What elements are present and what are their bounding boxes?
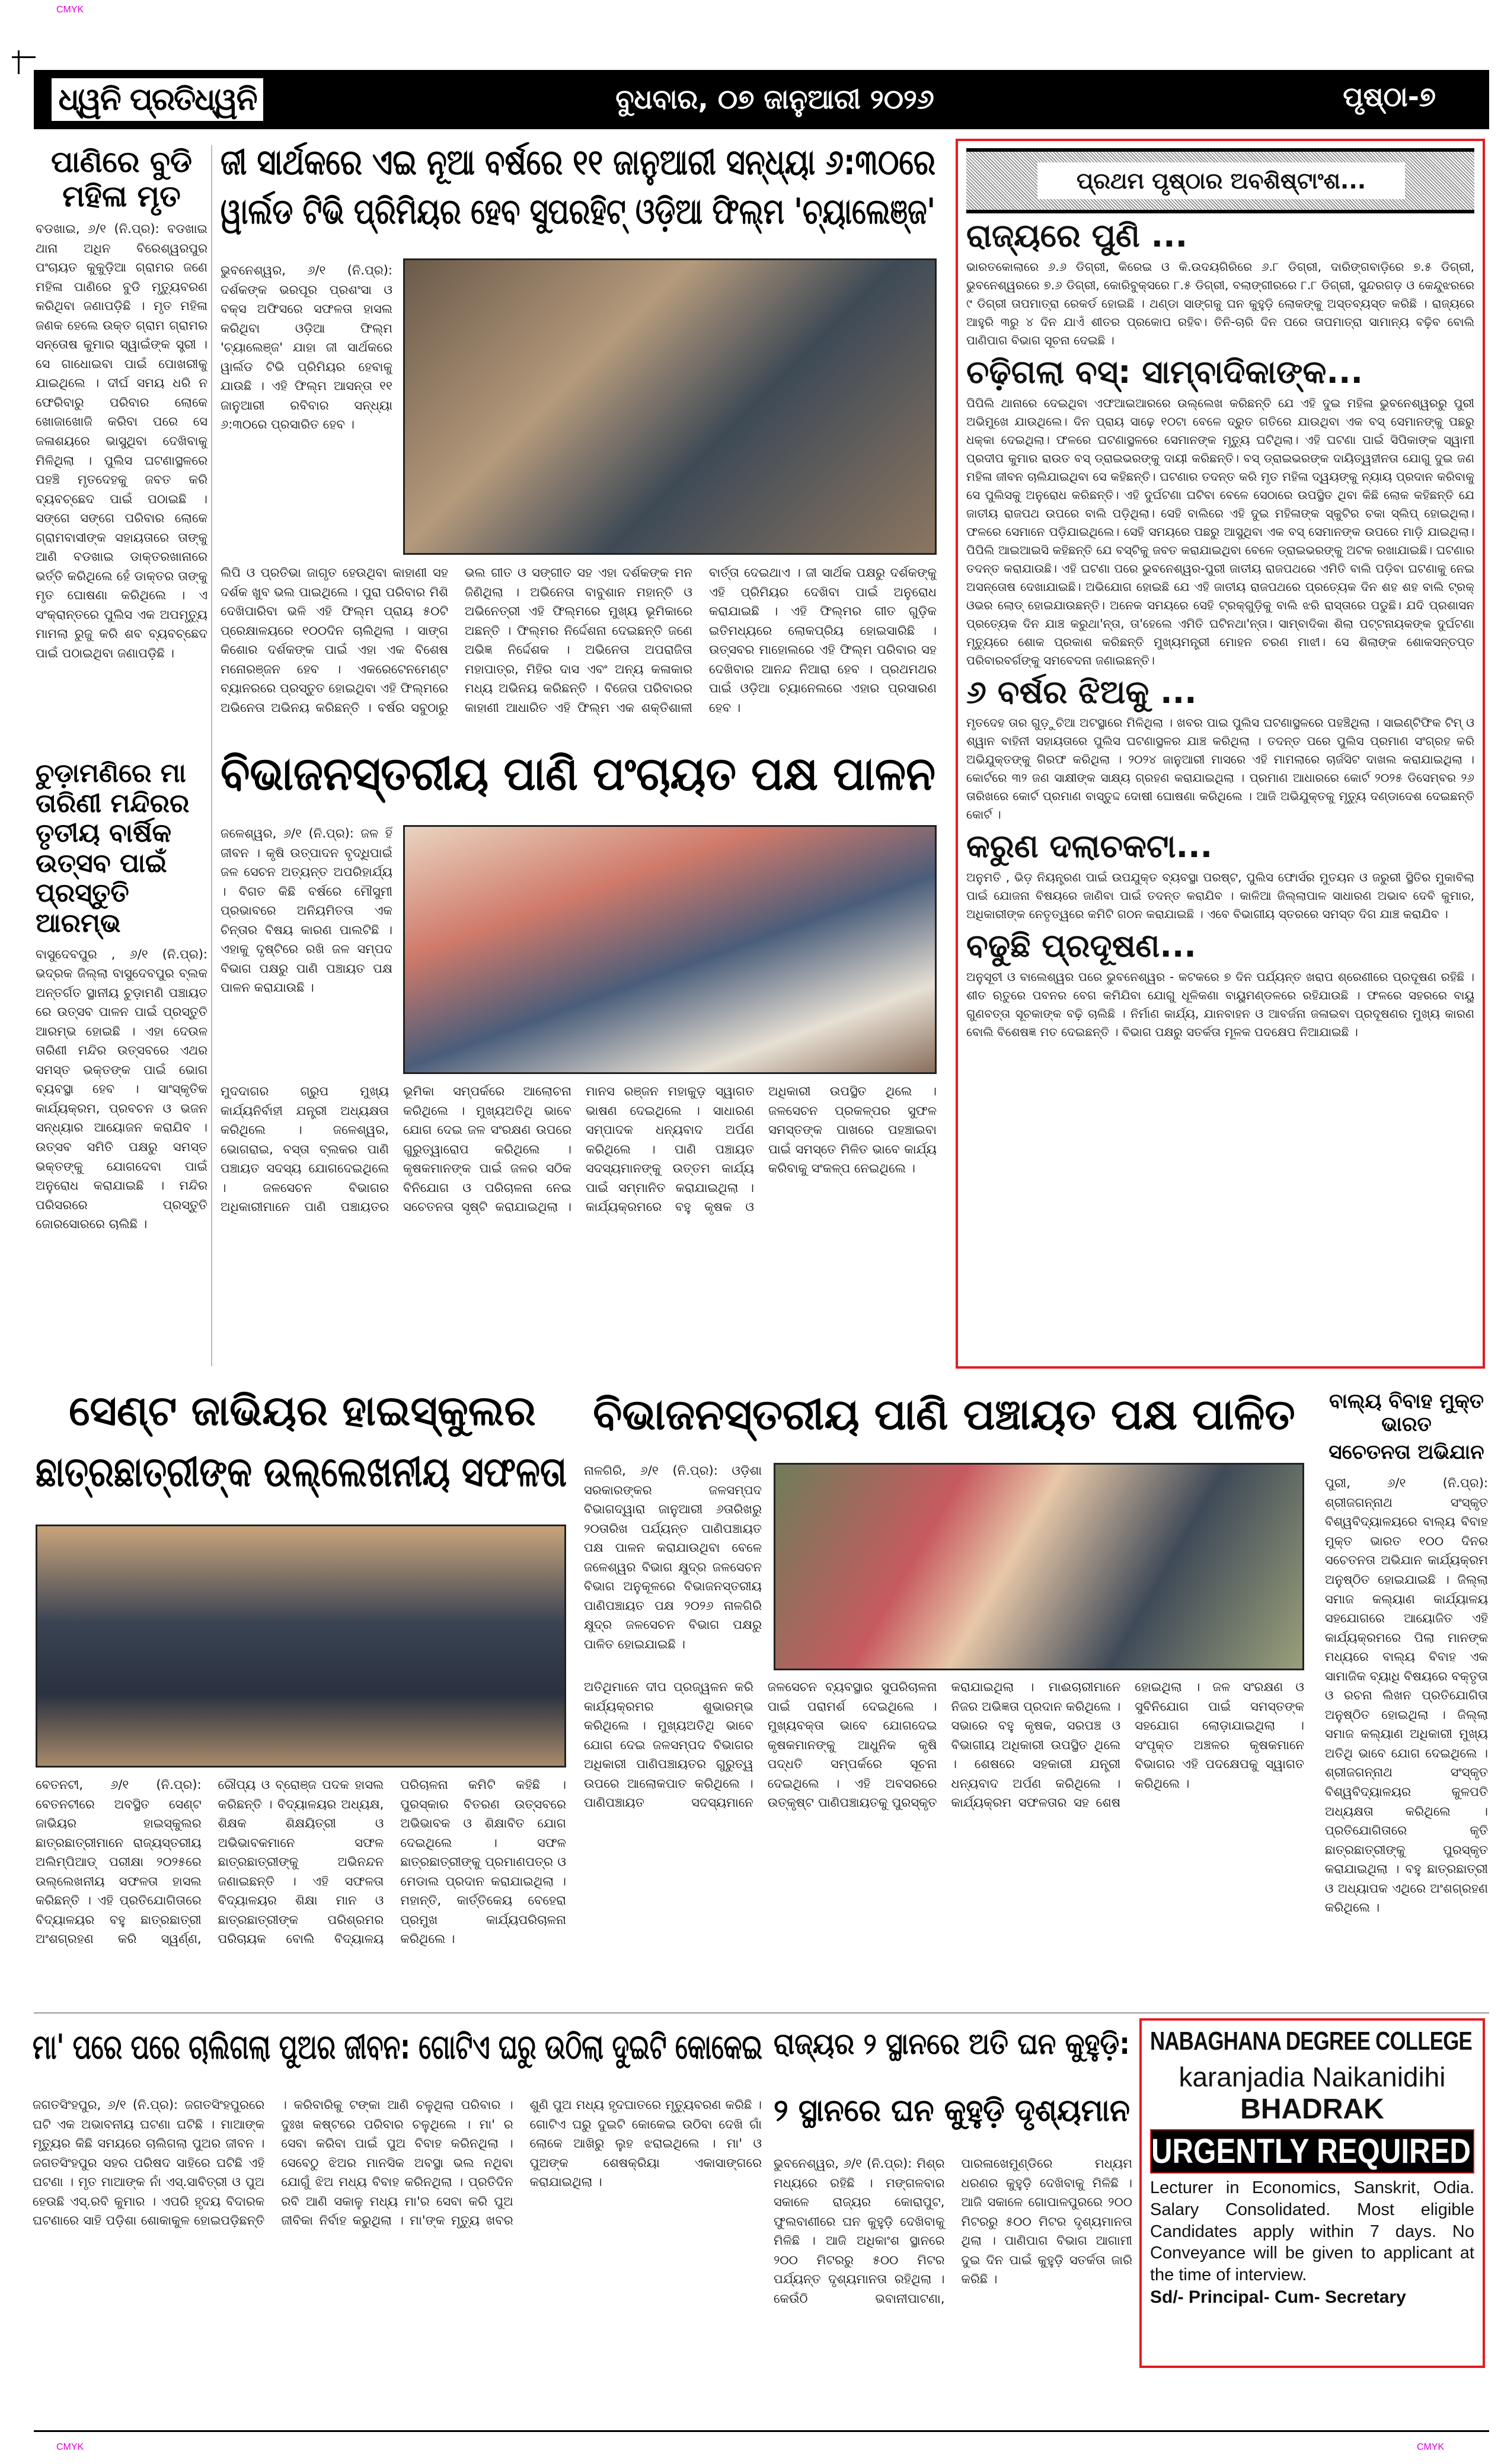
article-body: ପୁରୀ, ୬/୧ (ନି.ପ୍ର): ଶ୍ରୀଜଗନ୍ନାଥ ସଂସ୍କୃତ ବିଶ୍ୱବିଦ୍ୟାଳୟରେ ବାଲ୍ୟ ବିବାହ ମୁକ୍ତ ଭାରତ ୧୦୦ ଦିନର ସଚେତନତା ଅଭିଯାନ କାର୍ଯ୍ୟକ୍ରମ ଅନୁଷ୍ଠିତ ହୋଇଯାଇଛି । ଜିଲ୍ଲା ସମାଜ କଲ୍ୟାଣ କାର୍ଯ୍ୟାଳୟ ସହଯୋଗରେ ଆୟୋଜିତ ଏହି କାର୍ଯ୍ୟକ୍ରମରେ ପିଲା ମାନଙ୍କ ମଧ୍ୟରେ ବାଲ୍ୟ ବିବାହ ଏକ ସାମାଜିକ ବ୍ୟାଧି ବିଷୟରେ ବକ୍ତୃତା ଓ ରଚନା ଲିଖନ ପ୍ରତିଯୋଗିତା ଅନୁଷ୍ଠିତ ହୋଇଥିଲା । ଜିଲ୍ଲା ସମାଜ କଲ୍ୟାଣ ଅଧିକାରୀ ମୁଖ୍ୟ ଅତିଥି ଭାବେ ଯୋଗ ଦେଇଥିଲେ । ଶ୍ରୀଜଗନ୍ନାଥ ସଂସ୍କୃତ ବିଶ୍ୱବିଦ୍ୟାଳୟର କୁଳପତି ଅଧ୍ୟକ୍ଷତା କରିଥିଲେ । ପ୍ରତିଯୋଗିତାରେ କୃତି ଛାତ୍ରଛାତ୍ରୀଙ୍କୁ ପୁରସ୍କୃତ କରାଯାଇଥିଲା । ବହୁ ଛାତ୍ରଛାତ୍ରୀ ଓ ଅଧ୍ୟାପକ ଏଥିରେ ଅଂଶଗ୍ରହଣ କରିଥିଲେ ।: [1325, 1476, 1488, 1915]
continuation-body: ପିପିଲି ଥାନାରେ ଦେଇଥିବା ଏଫଆଇଆରରେ ଉଲ୍ଲେଖ କରିଛନ୍ତି ଯେ ଏହି ଦୁଇ ମହିଳା ଭୁବନେଶ୍ୱରରୁ ପୁରୀ ଅଭିମୁଖେ ଯାଉଥିଲେ। ଦିନ ପ୍ରାୟ ସାଢ଼େ ୧୦ଟା ବେଳେ ଦ୍ରୁତ ଗତିରେ ଯାଉଥିବା ଏକ ବସ୍ ସେମାନଙ୍କୁ ପଛରୁ ଧକ୍କା ଦେଇଥିଲା। ଫଳରେ ଘଟଣାସ୍ଥଳରେ ସେମାନଙ୍କ ମୃତ୍ୟୁ ଘଟିଥିଲା। ଏହି ଘଟଣା ପାଇଁ ସିପିକାଙ୍କ ସ୍ୱାମୀ ପ୍ରଦୀପ କୁମାର ରାଉତ ବସ୍ ଡ୍ରାଇଭରଙ୍କୁ ଦାୟୀ କରିଛନ୍ତି। ବସ୍ ଡ୍ରାଇଭରଙ୍କ ଦାୟିତ୍ୱହୀନତା ଯୋଗୁ ଦୁଇ ଜଣ ମହିଳା ଜୀବନ ଚାଲିଯାଇଥିବା ସେ କହିଛନ୍ତି। ଘଟଣାର ତଦନ୍ତ କରି ମୃତ ମହିଳା ଦ୍ୱୟଙ୍କୁ ନ୍ୟାୟ ପ୍ରଦାନ କରିବାକୁ ସେ ପୁଲିସକୁ ଅନୁରୋଧ କରିଛନ୍ତି। ଏହି ଦୁର୍ଘଟଣା ଘଟିବା ବେଳେ ସେଠାରେ ଉପସ୍ଥିତ ଥିବା କିଛି ଲୋକ କହିଛନ୍ତି ଯେ ଜାତୀୟ ରାଜପଥ ଉପରେ ବାଲି ପଡ଼ିଥିଲା। ସେହି ବାଲିରେ ଏହି ଦୁଇ ମହିଳାଙ୍କ ସ୍କୁଟିର ଚକା ସ୍ଲିପ୍ ହୋଇଥିଲା। ଫଳରେ ସେମାନେ ପଡ଼ିଯାଇଥିଲେ। ସେହି ସମୟରେ ପଛରୁ ଆସୁଥିବା ଏକ ବସ୍ ସେମାନଙ୍କ ଉପରେ ମାଡ଼ି ଯାଇଥିଲା। ପିପିଲି ଆଇଆଇସି କହିଛନ୍ତି ଯେ ବସ୍‌ଟିକୁ ଜବତ କରାଯାଇଥିବା ବେଳେ ଡ୍ରାଇଭରଙ୍କୁ ଅଟକ ରଖାଯାଇଛି। ଘଟଣାର ତଦନ୍ତ କରାଯାଉଛି। ଏହି ଘଟଣା ପରେ ଭୁବନେଶ୍ୱର-ପୁରୀ ଜାତୀୟ ରାଜପଥରେ ଏମିତି ବାଲି ପଡ଼ିବା ଘଟଣାକୁ ନେଇ ଅସନ୍ତୋଷ ଦେଖାଯାଇଛି। ଅଭିଯୋଗ ହୋଇଛି ଯେ ଏହି ଜାତୀୟ ରାଜପଥରେ ପ୍ରତ୍ୟେକ ଦିନ ଶହ ଶହ ବାଲି ଟ୍ରକ୍ ଓଭର ଲୋଡ୍ ହୋଇଯାଉଛନ୍ତି। ଅନେକ ସମୟରେ ସେହି ଟ୍ରକ୍‌ଗୁଡ଼ିକୁ ବାଲି ଝରି ରାସ୍ତାରେ ପଡୁଛି। ଯଦି ପ୍ରଶାସନ ପ୍ରତ୍ୟେକ ଦିନ ଯାଞ୍ଚ କରୁଥା'ନ୍ତା, ତା'ହେଲେ ଏମିତି ଘଟିନଥା'ନ୍ତା। ସାମ୍ବାଦିକା ଶିଲା ପଟ୍ଟନାୟକଙ୍କ ଦୁର୍ଘଟଣା ମୃତ୍ୟୁରେ ଶୋକ ପ୍ରକାଶ କରିଛନ୍ତି ମୁଖ୍ୟମନ୍ତ୍ରୀ ମୋହନ ଚରଣ ମାଝୀ। ସେ ଶିଲାଙ୍କ ଶୋକସନ୍ତପ୍ତ ପରିବାରବର୍ଗଙ୍କୁ ସମବେଦନା ଜଣାଇଛନ୍ତି।: [966, 395, 1474, 667]
article-body: ଭୁବନେଶ୍ୱର, ୬/୧ (ନି.ପ୍ର): ମିଶ୍ର ମଧ୍ୟରେ ରହିଛି । ମଙ୍ଗଳବାର ସକାଳେ ରାଜ୍ୟର କୋରାପୁଟ, ଫୁଲବାଣୀରେ ଘନ କୁହୁଡ଼ି ଦେଖିବାକୁ ମିଳିଛି । ଆଜି ଅଧିକାଂଶ ସ୍ଥାନରେ ୨୦୦ ମିଟରରୁ ୫୦୦ ମିଟର ପର୍ଯ୍ୟନ୍ତ ଦୃଶ୍ୟମାନତା ରହିଥିଲା । କେଉଁଠି ଭବାନୀପାଟଣା, ପାରଳାଖେମୁଣ୍ଡିରେ ମଧ୍ୟମ ଧରଣର କୁହୁଡ଼ି ଦେଖିବାକୁ ମିଳିଛି । ଆଜି ସକାଳେ ଗୋପାଳପୁରରେ ୨୦୦ ମିଟରରୁ ୫୦୦ ମିଟର ଦୃଶ୍ୟମାନତା ଥିଲା । ପାଣିପାଗ ବିଭାଗ ଆଗାମୀ ଦୁଇ ଦିନ ପାଇଁ କୁହୁଡ଼ି ସତର୍କତା ଜାରି କରିଛି ।: [774, 2156, 1132, 2306]
headline: ବିଭାଜନସ୍ତରୀୟ ପାଣି ପଂଚାୟତ ପକ୍ଷ ପାଳନ: [221, 748, 935, 801]
registration-mark-bottom-left: CMYK: [56, 2442, 84, 2452]
ad-district: BHADRAK: [1240, 2094, 1384, 2125]
article-body: ଜଗତସିଂହପୁର, ୬/୧ (ନି.ପ୍ର): ଜଗତସିଂହପୁରରେ ଘଟି ଏକ ଅଭାବନୀୟ ଘଟଣା ଘଟିଛି । ମାଆଙ୍କ ମୃତ୍ୟୁର କିଛି ସମୟରେ ଚାଲିଗଲା ପୁଅର ଜୀବନ । ଜଗତସିଂହପୁର ସହର ପରିଷଦ ସାହିରେ ଘଟିଛି ଏହି ଘଟଣା । ମୃତ ମାଆଙ୍କ ନାଁ ଏସ୍.ସାବିତ୍ରୀ ଓ ପୁଅ ହେଉଛି ଏସ୍.ରବି କୁମାର । ଏପରି ହୃଦୟ ବିଦାରକ ଘଟଣାରେ ସାହି ପଡ଼ିଶା ଶୋକାକୁଳ ହୋଇପଡ଼ିଛନ୍ତି । କରିବାରିକୁ ଟଙ୍କା ଆଣି ଚଳୁଥିଲା ପରିବାର । ଦୁଃଖ କଷ୍ଟରେ ପରିବାର ଚଳୁଥିଲେ । ମା' ର ସେବା କରିବା ପାଇଁ ପୁଅ ବିବାହ କରିନଥିଲା । ସେବେଠୁ ଝିଅର ମାନସିକ ଅବସ୍ଥା ଭଲ ନଥିବା ଯୋଗୁଁ ଝିଅ ମଧ୍ୟ ବିବାହ କରିନଥିଲା । ପ୍ରତିଦିନ ରବି ଆଣି ସକାଳୁ ମଧ୍ୟ ମା'ର ସେବା କରି ପୁଅ ଜୀବିକା ନିର୍ବାହ କରୁଥିଲା । ମା'ଙ୍କ ମୃତ୍ୟୁ ଖବର ଶୁଣି ପୁଅ ମଧ୍ୟ ହୃଦଘାତରେ ମୃତ୍ୟୁବରଣ କରିଛି । ଗୋଟିଏ ଘରୁ ଦୁଇଟି କୋକେଇ ଉଠିବା ଦେଖି ଗାଁ ଲୋକେ ଆଖିରୁ ଲୁହ ଝରାଇଥିଲେ । ମା' ଓ ପୁଅଙ୍କ ଶେଷକ୍ରିୟା ଏକାସାଙ୍ଗରେ କରାଯାଇଥିଲା ।: [33, 2098, 762, 2228]
fog-headline-wrap: [774, 2027, 1132, 2070]
headline-line-1: ରାଜ୍ୟର ୨ ସ୍ଥାନରେ ଅତି ଘନ କୁହୁଡ଼ି:: [774, 2027, 1130, 2061]
fog-subheadline-wrap: [774, 2094, 1132, 2136]
registration-mark-top: CMYK: [56, 5, 84, 15]
job-advertisement: [1139, 2018, 1485, 2368]
article-film-challenge: [221, 142, 938, 255]
headline-line-1: ଜୀ ସାର୍ଥକରେ ଏଇ ନୂଆ ବର୍ଷରେ ୧୧ ଜାନୁଆରୀ ସନ୍ଧ୍ୟା ୬:୩୦ରେ: [221, 142, 935, 183]
headline: ବିଭାଜନସ୍ତରୀୟ ପାଣି ପଞ୍ଚାୟତ ପକ୍ଷ ପାଳିତ: [593, 1390, 1295, 1439]
headline-line-2: ଛାତ୍ରଛାତ୍ରୀଙ୍କ ଉଲ୍ଲେଖନୀୟ ସଫଳତା: [36, 1447, 567, 1496]
crop-mark: [18, 50, 20, 74]
newspaper-logo: ଧ୍ୱନି ପ୍ରତିଧ୍ୱନି: [50, 76, 265, 123]
headline-line-2: ୨ ସ୍ଥାନରେ ଘନ କୁହୁଡ଼ି ଦୃଶ୍ୟମାନ: [774, 2094, 1130, 2129]
registration-mark-bottom-right: CMYK: [1417, 2442, 1445, 2452]
event-photo: [403, 825, 937, 1074]
continuation-headline: ୬ ବର୍ଷର ଝିଅକୁ ...: [966, 673, 1197, 711]
headline-line-2: ୱାର୍ଲଡ ଟିଭି ପ୍ରିମିୟର ହେବ ସୁପରହିଟ୍ ଓଡ଼ିଆ ଫିଲ୍ମ 'ଚ୍ୟାଲେଞ୍ଜ': [221, 191, 935, 232]
continuation-item: [966, 350, 1474, 670]
article-fog: [774, 2027, 1132, 2350]
article-pani-panchayat-1: [221, 748, 938, 813]
article-body: ବଡଖାଇ, ୬/୧ (ନି.ପ୍ର): ବଡଖାଇ ଥାନା ଅଧିନ ବିରେଶ୍ୱରପୁର ପଂଚାୟତ କୁକୁଡ଼ିଆ ଗ୍ରାମର ଜଣେ ମହିଳା ପାଣିରେ ବୁଡି ମୃତ୍ୟୁବରଣ କରିଥିବା ଜଣାପଡ଼ିଛି । ମୃତ ମହିଳା ଜଣକ ହେଲେ ଉକ୍ତ ଗ୍ରାମ ଗ୍ରାମର ସନ୍ତୋଷ କୁମାର ସ୍ୱାଇଁଙ୍କ ସ୍ତ୍ରୀ । ସେ ଗାଧୋଇବା ପାଇଁ ପୋଖରୀକୁ ଯାଇଥିଲେ । ଦୀର୍ଘ ସମୟ ଧରି ନ ଫେରିବାରୁ ପରିବାର ଲୋକେ ଖୋଜାଖୋଜି କରିବା ପରେ ସେ ଜଳାଶୟରେ ଭାସୁଥିବା ଦେଖିବାକୁ ମିଳିଥିଲା । ପୁଲିସ ଘଟଣାସ୍ଥଳରେ ପହଞ୍ଚି ମୃତଦେହକୁ ଜବତ କରି ବ୍ୟବଚ୍ଛେଦ ପାଇଁ ପଠାଇଛି । ସଙ୍ଗେ ସଙ୍ଗେ ପରିବାର ଲୋକେ ଗ୍ରାମବାସୀଙ୍କ ସହାୟତାରେ ତାଙ୍କୁ ଆଣି ବଡଖାଇ ଡାକ୍ତରଖାନାରେ ଭର୍ତ୍ତି କରିଥିଲେ ହେଁ ଡାକ୍ତର ତାଙ୍କୁ ମୃତ ଘୋଷଣା କରିଥିଲେ । ଏ ସଂକ୍ରାନ୍ତରେ ପୁଲିସ ଏକ ଅପମୃତ୍ୟୁ ମାମଲା ରୁଜୁ କରି ଶବ ବ୍ୟବଚ୍ଛେଦ ପାଇଁ ପଠାଇଥିବା ଜଣାପଡ଼ିଛି ।: [36, 222, 207, 661]
continuation-body: ଅନୁମତି , ଭିଡ଼ ନିୟନ୍ତ୍ରଣ ପାଇଁ ଉପଯୁକ୍ତ ବ୍ୟବସ୍ଥା ପରଷ୍ଟ, ପୁଲିସ ଫୋର୍ସର ମୁତୟନ ଓ ଜରୁରୀ ସ୍ଥିତିର ମୁକାବିଲା ପାଇଁ ଯୋଜନା ବିଷୟରେ ଜାଣିବା ପାଇଁ ତଦନ୍ତ କରାଯିବ । କାଳିଆ ଜିଲ୍ଲାପାଳ ସାଧାରଣ ଅଭାବ ଦେବି କୁମାର, ଅଧିକାରୀଙ୍କ ନେତୃତ୍ୱରେ କମିଟି ଗଠନ କରାଯାଇଛି । ଏବେ ବିଭାଗୀୟ ସ୍ତରରେ ସମସ୍ତ ଦିଗ ଯାଞ୍ଚ କରାଯିବ ।: [966, 870, 1474, 922]
section-divider: [34, 2012, 1489, 2014]
article-lead: ଭୁବନେଶ୍ୱର, ୬/୧ (ନି.ପ୍ର): ଦର୍ଶକଙ୍କ ଭରପୂର ପ୍ରଶଂସା ଓ ବକ୍ସ ଅଫିସରେ ସଫଳତା ହାସଲ କରିଥିବା ଓଡ଼ିଆ ଫିଲ୍ମ 'ଚ୍ୟାଲେଞ୍ଜ' ଯାହା ଜୀ ସାର୍ଥକରେ ୱାର୍ଲଡ ଟିଭି ପ୍ରିମିୟର ହେବାକୁ ଯାଉଛି । ଏହି ଫିଲ୍ମ ଆସନ୍ତା ୧୧ ଜାନୁଆରୀ ରବିବାର ସନ୍ଧ୍ୟା ୬:୩୦ରେ ପ୍ରସାରିତ ହେବ ।: [221, 263, 392, 432]
headline-line-1: ବାଲ୍ୟ ବିବାହ ମୁକ୍ତ ଭାରତ: [1329, 1389, 1484, 1437]
continuation-body: ମୃତଦେହ ତାର ଗୁଡ଼ୁଚିଆ ଅଟସ୍ଥାରେ ମିଳିଥିଲା । ଖବର ପାଇ ପୁଲିସ ଘଟଣାସ୍ଥଳରେ ପହଞ୍ଚିଥିଲା । ସାଇଣ୍ଟିଫିକ ଟିମ୍ ଓ ଶ୍ୱାନ ବାହିନୀ ସହାୟତାରେ ପୁଲିସ ଘଟଣାସ୍ଥଳର ଯାଞ୍ଚ କରିଥିଲା । ତଦନ୍ତ ପରେ ପୁଲିସ ପ୍ରମାଣ ସଂଗ୍ରହ କରି ଅଭିଯୁକ୍ତଙ୍କୁ ଗିରଫ କରିଥିଲା । ୨୦୨୪ ଜାନୁଆରୀ ମାସରେ ଏହି ମାମଲାରେ ଚାର୍ଜସିଟ ଦାଖଲ କରାଯାଇଥିଲା । କୋର୍ଟରେ ୩୨ ଜଣ ସାକ୍ଷୀଙ୍କ ସାକ୍ଷ୍ୟ ଗ୍ରହଣ କରାଯାଇଥିଲା । ପ୍ରମାଣ ଆଧାରରେ କୋର୍ଟ ୨୦୨୫ ଡିସେମ୍ବର ୨୬ ତାରିଖରେ କୋର୍ଟ ପ୍ରମାଣ ବାସ୍ତୁଦ୍ଦ ଦୋଷୀ ଘୋଷଣା କରିଥିଲେ । ଆଜି ଅଭିଯୁକ୍ତକୁ ମୃତ୍ୟୁ ଦଣ୍ଡାଦେଶ ଦେଇଛନ୍ତି କୋର୍ଟ ।: [966, 715, 1474, 822]
headline: ମା' ପରେ ପରେ ଚାଲିଗଲା ପୁଅର ଜୀବନ: ଗୋଟିଏ ଘରୁ ଉଠିଲା ଦୁଇଟି କୋକେଇ: [33, 2027, 762, 2067]
article-child-marriage: [1325, 1390, 1488, 1960]
ad-body: Lecturer in Economics, Sanskrit, Odia. Salary Consolidated. Most eligible Candidates apply within 7 days. No Conveyance will be given to applicant at the time of interview.: [1150, 2178, 1474, 2285]
article-tarini-temple: [36, 759, 207, 1312]
film-poster-photo: [403, 258, 937, 555]
continuation-body: ଅନୁସୂଚୀ ଓ ବାଲେଶ୍ୱର ପରେ ଭୁବନେଶ୍ୱର - କଟକରେ ୭ ଦିନ ପର୍ଯ୍ୟନ୍ତ ଖରାପ ଶ୍ରେଣୀରେ ପ୍ରଦୂଷଣ ରହିଛି । ଶୀତ ଋତୁରେ ପବନର ବେଗ କମିଯିବା ଯୋଗୁ ଧୂଳିକଣା ବାୟୁମଣ୍ଡଳରେ ରହିଯାଉଛି । ଫଳରେ ସହରରେ ବାୟୁ ଗୁଣବତ୍ତା ସୂଚକାଙ୍କ ବଢ଼ି ଚାଲିଛି । ନିର୍ମାଣ କାର୍ଯ୍ୟ, ଯାନବାହନ ଓ ଆବର୍ଜନା ଜଳାଇବା ପ୍ରଦୂଷଣର ମୁଖ୍ୟ କାରଣ ବୋଲି ବିଶେଷଜ୍ଞ ମତ ଦେଇଛନ୍ତି । ବିଭାଗ ପକ୍ଷରୁ ସତର୍କତା ମୂଳକ ପଦକ୍ଷେପ ନିଆଯାଇଛି ।: [966, 969, 1474, 1039]
continuation-item: [966, 670, 1474, 824]
event-photo: [774, 1463, 1304, 1670]
continuation-body: ଭାରତକୋଲାରେ ୬.୬ ଡିଗ୍ରୀ, କିରେଇ ଓ କି.ଉଦୟଗିରିରେ ୬.୮ ଡିଗ୍ରୀ, ଦାରିଙ୍ଗବାଡ଼ିରେ ୭.୫ ଡିଗ୍ରୀ, ଭୁବନେଶ୍ୱରରେ ୭.୬ ଡିଗ୍ରୀ, କୋରିବୁକ୍ସରେ ୮.୫ ଡିଗ୍ରୀ, ବଲାଙ୍ଗୀରରେ ୮.୮ ଡିଗ୍ରୀ, ସୁନ୍ଦରଗଡ଼ ଓ କେନ୍ଦୁଝରରେ ୯ ଡିଗ୍ରୀ ତାପମାତ୍ରା ରେକର୍ଡ ହୋଇଛି । ଥଣ୍ଡା ସାଙ୍ଗକୁ ଘନ କୁହୁଡ଼ି ଲୋକଙ୍କୁ ଅସ୍ତବ୍ୟସ୍ତ କରିଛି । ରାଜ୍ୟରେ ଆହୁରି ୩ରୁ ୪ ଦିନ ଯାଏଁ ଶୀତର ପ୍ରକୋପ ରହିବ। ତିନି-ଚାରି ଦିନ ପରେ ତାପମାତ୍ରା ସାମାନ୍ୟ ବଢ଼ିବ ବୋଲି ପାଣିପାଗ ବିଭାଗ ସୂଚନା ଦେଇଛି ।: [966, 259, 1474, 347]
article-pani-panchayat-2: [584, 1390, 1304, 1452]
issue-date: ବୁଧବାର, ୦୭ ଜାନୁଆରୀ ୨୦୨୬: [615, 83, 934, 115]
article-lead: ଜଳେଶ୍ୱର, ୬/୧ (ନି.ପ୍ର): ଜଳ ହିଁ ଜୀବନ । କୃଷି ଉତ୍ପାଦନ ବୃଦ୍ଧିପାଇଁ ଜଳ ସେଚନ ଅତ୍ୟନ୍ତ ଅପରିହାର୍ଯ୍ୟ । ବିଗତ କିଛି ବର୍ଷରେ ମୌସୁମୀ ପ୍ରଭାବରେ ଅନିୟମିତତା ଏକ ଚିନ୍ତାର ବିଷୟ କାରଣ ପାଲଟିଛି । ଏହାକୁ ଦୃଷ୍ଟିରେ ରଖି ଜଳ ସମ୍ପଦ ବିଭାଗ ପକ୍ଷରୁ ପାଣି ପଞ୍ଚାୟତ ପକ୍ଷ ପାଳନ କରାଯାଉଛି ।: [221, 826, 392, 995]
ad-signature: Sd/- Principal- Cum- Secretary: [1150, 2287, 1406, 2308]
article-body: ଅତିଥିମାନେ ଦୀପ ପ୍ରଜ୍ୱଳନ କରି କାର୍ଯ୍ୟକ୍ରମର ଶୁଭାରମ୍ଭ କରିଥିଲେ । ମୁଖ୍ୟଅତିଥି ଭାବେ ଯୋଗ ଦେଇ ଜଳସମ୍ପଦ ବିଭାଗର ଅଧିକାରୀ ପାଣିପଞ୍ଚାୟତର ଗୁରୁତ୍ୱ ଉପରେ ଆଲୋକପାତ କରିଥିଲେ । ପାଣିପଞ୍ଚାୟତ ସଦସ୍ୟମାନେ ଜଳସେଚନ ବ୍ୟବସ୍ଥାର ସୁପରିଚାଳନା ପାଇଁ ପରାମର୍ଶ ଦେଇଥିଲେ । ମୁଖ୍ୟବକ୍ତା ଭାବେ ଯୋଗଦେଇ କୃଷକମାନଙ୍କୁ ଆଧୁନିକ କୃଷି ପଦ୍ଧତି ସମ୍ପର୍କରେ ସୂଚନା ଦେଇଥିଲେ । ଏହି ଅବସରରେ ଉତ୍କୃଷ୍ଟ ପାଣିପଞ୍ଚାୟତକୁ ପୁରସ୍କୃତ କରାଯାଇଥିଲା । ମାଈଚାରୀମାନେ ନିଜର ଅଭିଜ୍ଞତା ପ୍ରଦାନ କରିଥିଲେ । ସଭାରେ ବହୁ କୃଷକ, ସରପଞ୍ଚ ଓ ବିଭାଗୀୟ ଅଧିକାରୀ ଉପସ୍ଥିତ ଥିଲେ । ଶେଷରେ ସହକାରୀ ଯନ୍ତ୍ରୀ ଧନ୍ୟବାଦ ଅର୍ପଣ କରିଥିଲେ । କାର୍ଯ୍ୟକ୍ରମ ସଫଳତାର ସହ ଶେଷ ହୋଇଥିଲା । ଜଳ ସଂରକ୍ଷଣ ଓ ସୁବିନିଯୋଗ ପାଇଁ ସମସ୍ତଙ୍କ ସହଯୋଗ ଲୋଡ଼ାଯାଇଥିଲା । ସଂପୃକ୍ତ ଅଞ୍ଚଳର କୃଷକମାନେ ବିଭାଗର ଏହି ପଦକ୍ଷେପକୁ ସ୍ୱାଗତ କରିଥିଲେ ।: [584, 1680, 1304, 1810]
column-divider: [211, 145, 212, 1366]
article-mother-son: [33, 2027, 765, 2081]
students-photo: [36, 1525, 566, 1768]
continuation-item: [966, 824, 1474, 923]
headline: ଚୁଡ଼ାମଣିରେ ମା ତାରିଣୀ ମନ୍ଦିରର ତୃତୀୟ ବାର୍ଷିକ ଉତ୍ସବ ପାଇଁ ପ୍ରସ୍ତୁତି ଆରମ୍ଭ: [36, 758, 190, 938]
ad-urgent-text: URGENTLY REQUIRED: [1151, 2132, 1471, 2171]
article-body: ଲିପି ଓ ପ୍ରତିଭା ଜାଗୃତ ହେଉଥିବା କାହାଣୀ ସହ ଦର୍ଶକ ଖୁବ ଭଲ ପାଇଥିଲେ । ପୁରା ପରିବାର ମିଶି ଦେଖିପାରିବା ଭଳି ଏହି ଫିଲ୍ମ ପ୍ରାୟ ୫୦ଟି ପ୍ରେକ୍ଷାଳୟରେ ୧୦୦ଦିନ ଚାଲିଥିଲା । ସାଙ୍ଗ କିଶୋର ଦର୍ଶକଙ୍କ ପାଇଁ ଏହା ଏକ ବିଶେଷ ମନୋରଞ୍ଜନ ହେବ । ଏକରେଟେନମେଣ୍ଟ ବ୍ୟାନରରେ ପ୍ରସ୍ତୁତ ହୋଇଥିବା ଏହି ଫିଲ୍ମରେ ଅଭିନେତା ଅଭିନୟ କରିଛନ୍ତି । ବର୍ଷର ସବୁଠାରୁ ଭଲ ଗୀତ ଓ ସଙ୍ଗୀତ ସହ ଏହା ଦର୍ଶକଙ୍କ ମନ ଜିଣିଥିଲା । ଅଭିନେତା ବାବୁଶାନ ମହାନ୍ତି ଓ ଅଭିନେତ୍ରୀ ଏହି ଫିଲ୍ମରେ ମୁଖ୍ୟ ଭୂମିକାରେ ଅଛନ୍ତି । ଫିଲ୍ମର ନିର୍ଦ୍ଦେଶନା ଦେଇଛନ୍ତି ଜଣେ ଅଭିଜ୍ଞ ନିର୍ଦ୍ଦେଶକ । ଅଭିନେତା ଅପରାଜିତା ମହାପାତ୍ର, ମିହିର ଦାସ ଏବଂ ଅନ୍ୟ କଳାକାର ମଧ୍ୟ ଅଭିନୟ କରିଛନ୍ତି । ବିଜେତା ପରିବାରର କାହାଣୀ ଆଧାରିତ ଏହି ଫିଲ୍ମ ଏକ ଶକ୍ତିଶାଳୀ ବାର୍ତ୍ତା ଦେଇଥାଏ । ଜୀ ସାର୍ଥକ ପକ୍ଷରୁ ଦର୍ଶକଙ୍କୁ ଏହି ପ୍ରିମିୟର ଦେଖିବା ପାଇଁ ଅନୁରୋଧ କରାଯାଇଛି । ଏହି ଫିଲ୍ମର ଗୀତ ଗୁଡ଼ିକ ଇତିମଧ୍ୟରେ ଲୋକପ୍ରିୟ ହୋଇସାରିଛି । ଉତ୍ସବର ମାହୋଲରେ ଏହି ଫିଲ୍ମ ପରିବାର ସହ ଦେଖିବାର ଆନନ୍ଦ ନିଆରା ହେବ । ପ୍ରଥମଥର ପାଇଁ ଓଡ଼ିଆ ଚ୍ୟାନେଲରେ ଏହାର ପ୍ରସାରଣ ହେବ ।: [221, 565, 937, 715]
banner-label: ପ୍ରଥମ ପୃଷ୍ଠାର ଅବଶିଷ୍ଟାଂଶ...: [1037, 162, 1405, 199]
headline-line-1: ସେଣ୍ଟ ଜାଭିୟର ହାଇସ୍କୁଲର: [69, 1387, 536, 1435]
continuation-banner: [966, 148, 1474, 213]
continuation-headline: ବଢୁଛି ପ୍ରଦୂଷଣ...: [966, 927, 1196, 965]
article-st-xavier: [36, 1387, 569, 1517]
headline: ପାଣିରେ ବୁଡି ମହିଳା ମୃତ: [50, 145, 193, 213]
article-body: ବେତନଟୀ, ୬/୧ (ନି.ପ୍ର): ବେତନଟୀରେ ଅବସ୍ଥିତ ସେଣ୍ଟ ଜାଭିୟର ହାଇସ୍କୁଲର ଛାତ୍ରଛାତ୍ରୀମାନେ ରାଜ୍ୟସ୍ତରୀୟ ଅଲିମ୍ପିଆଡ୍ ପରୀକ୍ଷା ୨୦୨୫ରେ ଉଲ୍ଲେଖନୀୟ ସଫଳତା ହାସଲ କରିଛନ୍ତି । ଏହି ପ୍ରତିଯୋଗିତାରେ ବିଦ୍ୟାଳୟର ବହୁ ଛାତ୍ରଛାତ୍ରୀ ଅଂଶଗ୍ରହଣ କରି ସ୍ୱର୍ଣ୍ଣ, ରୌପ୍ୟ ଓ ବ୍ରୋଞ୍ଜ ପଦକ ହାସଲ କରିଛନ୍ତି । ବିଦ୍ୟାଳୟର ଅଧ୍ୟକ୍ଷ, ଶିକ୍ଷକ ଶିକ୍ଷୟିତ୍ରୀ ଓ ଅଭିଭାବକମାନେ ସଫଳ ଛାତ୍ରଛାତ୍ରୀଙ୍କୁ ଅଭିନନ୍ଦନ ଜଣାଇଛନ୍ତି । ଏହି ସଫଳତା ବିଦ୍ୟାଳୟର ଶିକ୍ଷା ମାନ ଓ ଛାତ୍ରଛାତ୍ରୀଙ୍କ ପରିଶ୍ରମର ପରିଚାୟକ ବୋଲି ବିଦ୍ୟାଳୟ ପରିଚାଳନା କମିଟି କହିଛି । ପୁରସ୍କାର ବିତରଣ ଉତ୍ସବରେ ଅଭିଭାବକ ଓ ଶିକ୍ଷାବିତ ଯୋଗ ଦେଇଥିଲେ । ସଫଳ ଛାତ୍ରଛାତ୍ରୀଙ୍କୁ ପ୍ରମାଣପତ୍ର ଓ ମେଡାଲ ପ୍ରଦାନ କରାଯାଇଥିଲା । ମହାନ୍ତି, କାର୍ତ୍ତିକେୟ ବେହେରା ପ୍ରମୁଖ କାର୍ଯ୍ୟପରିଚାଳନା କରିଥିଲେ ।: [36, 1778, 566, 1947]
front-page-continuations-box: [956, 139, 1485, 1369]
page-number: ପୃଷ୍ଠା-୭: [1343, 81, 1436, 113]
article-body: ବାସୁଦେବପୁର , ୬/୧ (ନି.ପ୍ର): ଭଦ୍ରକ ଜିଲ୍ଲା ବାସୁଦେବପୁର ବ୍ଲକ ଅନ୍ତର୍ଗତ ସ୍ଥାନୀୟ ଚୁଡ଼ାମଣି ପଞ୍ଚାୟତ ରେ ଉତ୍ସବ ପାଳନ ପାଇଁ ପ୍ରସ୍ତୁତି ଆରମ୍ଭ ହୋଇଛି । ଏହା ଦେଉଳ ତାରିଣୀ ମନ୍ଦିର ଉତ୍ସବରେ ଏଥର ସମସ୍ତ ଭକ୍ତଙ୍କ ପାଇଁ ଭୋଗ ବ୍ୟବସ୍ଥା ହେବ । ସାଂସ୍କୃତିକ କାର୍ଯ୍ୟକ୍ରମ, ପ୍ରବଚନ ଓ ଭଜନ ସନ୍ଧ୍ୟାର ଆୟୋଜନ କରାଯିବ । ଉତ୍ସବ ସମିତି ପକ୍ଷରୁ ସମସ୍ତ ଭକ୍ତଙ୍କୁ ଯୋଗଦେବା ପାଇଁ ଅନୁରୋଧ କରାଯାଇଛି । ମନ୍ଦିର ପରିସରରେ ପ୍ରସ୍ତୁତି ଜୋରସୋରରେ ଚାଲିଛି ।: [36, 947, 207, 1232]
crop-mark: [12, 56, 36, 58]
continuation-item: [966, 213, 1474, 350]
headline-line-2: ସଚେତନତା ଅଭିଯାନ: [1328, 1440, 1484, 1465]
page-bottom-rule: [34, 2430, 1489, 2432]
article-body: ମୁଦଦାଗର ଗ୍ରୁପ ମୁଖ୍ୟ କାର୍ଯ୍ୟନିର୍ବାହୀ ଯନ୍ତ୍ରୀ ଅଧ୍ୟକ୍ଷତା କରିଥିଲେ । ଜଳେଶ୍ୱର, ଭୋଗରାଇ, ବସ୍ତା ବ୍ଲକର ପାଣି ପଞ୍ଚାୟତ ସଦସ୍ୟ ଯୋଗଦେଇଥିଲେ । ଜଳସେଚନ ବିଭାଗର ଅଧିକାରୀମାନେ ପାଣି ପଞ୍ଚାୟତର ଭୂମିକା ସମ୍ପର୍କରେ ଆଲୋଚନା କରିଥିଲେ । ମୁଖ୍ୟଅତିଥି ଭାବେ ଯୋଗ ଦେଇ ଜଳ ସଂରକ୍ଷଣ ଉପରେ ଗୁରୁତ୍ୱାରୋପ କରିଥିଲେ । କୃଷକମାନଙ୍କ ପାଇଁ ଜଳର ସଠିକ ବିନିଯୋଗ ଓ ପରିଚାଳନା ନେଇ ସଚେତନତା ସୃଷ୍ଟି କରାଯାଇଥିଲା । ମାନସ ରଞ୍ଜନ ମହାକୁଡ଼ ସ୍ୱାଗତ ଭାଷଣ ଦେଇଥିଲେ । ସାଧାରଣ ସମ୍ପାଦକ ଧନ୍ୟବାଦ ଅର୍ପଣ କରିଥିଲେ । ପାଣି ପଞ୍ଚାୟତ ସଦସ୍ୟମାନଙ୍କୁ ଉତ୍ତମ କାର୍ଯ୍ୟ ପାଇଁ ସମ୍ମାନିତ କରାଯାଇଥିଲା । କାର୍ଯ୍ୟକ୍ରମରେ ବହୁ କୃଷକ ଓ ଅଧିକାରୀ ଉପସ୍ଥିତ ଥିଲେ । ଜଳସେଚନ ପ୍ରକଳ୍ପର ସୁଫଳ ସମସ୍ତଙ୍କ ପାଖରେ ପହଞ୍ଚାଇବା ପାଇଁ ସମସ୍ତେ ମିଳିତ ଭାବେ କାର୍ଯ୍ୟ କରିବାକୁ ସଂକଳ୍ପ ନେଇଥିଲେ ।: [221, 1084, 937, 1215]
ad-college-name: NABAGHANA DEGREE COLLEGE: [1150, 2027, 1472, 2056]
ad-location: karanjadia Naikanidihi: [1179, 2062, 1446, 2092]
continuation-headline: କରୁଣ ଦଲାଚକଟା...: [966, 827, 1213, 865]
continuation-item: [966, 923, 1474, 1359]
continuation-headline: ଚଢ଼ିଗଲା ବସ୍: ସାମ୍ବାଦିକାଙ୍କ...: [966, 353, 1363, 391]
article-drowning: [36, 145, 207, 682]
continuation-headline: ରାଜ୍ୟରେ ପୁଣି ...: [966, 217, 1188, 254]
article-lead: ନାଳଗିରି, ୬/୧ (ନି.ପ୍ର): ଓଡ଼ିଶା ସରକାରଙ୍କର ଜଳସମ୍ପଦ ବିଭାଗଦ୍ୱାରା ଜାନୁଆରୀ ୬ତାରିଖରୁ ୨୦ତାରିଖ ପର୍ଯ୍ୟନ୍ତ ପାଣିପଞ୍ଚାୟତ ପକ୍ଷ ପାଳନ କରାଯାଉଥିବା ବେଳେ ଜଳେଶ୍ୱର ବିଭାଗ କ୍ଷୁଦ୍ର ଜଳସେଚନ ବିଭାଗ ଅନୁକୂଳରେ ବିଭାଜନସ୍ତରୀୟ ପାଣିପଞ୍ଚାୟତ ପକ୍ଷ ୨୦୨୬ ନାଳଗିରି କ୍ଷୁଦ୍ର ଜଳସେଚନ ବିଭାଗ ପକ୍ଷରୁ ପାଳିତ ହୋଇଯାଇଛି ।: [584, 1463, 762, 1651]
ad-urgent-banner: [1150, 2129, 1474, 2174]
masthead: [34, 70, 1489, 129]
